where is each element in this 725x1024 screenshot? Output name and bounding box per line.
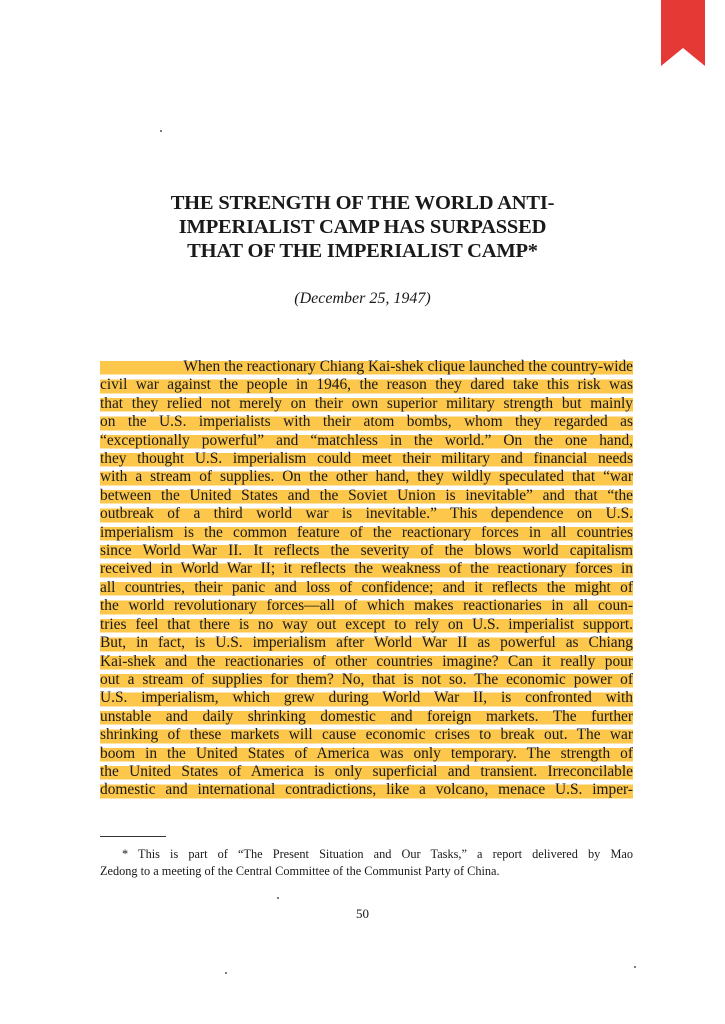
chapter-title [0,191,725,263]
footnote-divider [100,836,166,837]
text-line: domestic and international contradictions, like a volcano, menace U.S. imper- [100,781,633,799]
text-line: shrinking of these markets will cause economic crises to break out. The war [100,726,633,744]
text-line: out a stream of supplies for them? No, that is not so. The economic power of [100,670,633,688]
text-line: the United States of America is only superficial and transient. Irreconcilable [100,762,633,780]
title-line: IMPERIALIST CAMP HAS SURPASSED [178,216,547,238]
footnote-line: Zedong to a meeting of the Central Committee of the Communist Party of China. [100,864,500,878]
scan-speck [225,972,227,974]
title-line: THAT OF THE IMPERIALIST CAMP* [187,240,538,262]
text-line: they thought U.S. imperialism could meet their military and financial needs [100,450,633,468]
footnote [100,846,633,880]
text-line: on the U.S. imperialists with their atom bombs, whom they regarded as [100,413,633,431]
text-line: since World War II. It reflects the severity of the blows world capitalism [100,542,633,560]
text-line: all countries, their panic and loss of confidence; and it reflects the might of [100,578,633,596]
text-line: the world revolutionary forces—all of which makes reactionaries in all coun- [100,597,633,615]
scan-speck [160,130,162,132]
text-line: When the reactionary Chiang Kai-shek clique launched the country-wide [100,358,633,376]
text-line: boom in the United States of America was only temporary. The strength of [100,744,633,762]
text-line: Kai-shek and the reactionaries of other countries imagine? Can it really pour [100,652,633,670]
text-line: civil war against the people in 1946, the reason they dared take this risk was [100,376,633,394]
scan-speck [634,966,636,968]
text-line: But, in fact, is U.S. imperialism after World War II as powerful as Chiang [100,634,633,652]
highlighted-body-text [100,358,633,800]
text-line: that they relied not merely on their own superior military strength but mainly [100,394,633,412]
text-line: “exceptionally powerful” and “matchless in the world.” On the one hand, [100,431,633,449]
scan-speck [277,897,279,899]
title-line: THE STRENGTH OF THE WORLD ANTI- [170,192,555,214]
text-line: unstable and daily shrinking domestic and foreign markets. The further [100,707,633,725]
page-number: 50 [356,906,369,921]
text-line: received in World War II; it reflects the weakness of the reactionary forces in [100,560,633,578]
bookmark-icon[interactable] [661,0,705,66]
text-line: U.S. imperialism, which grew during World War II, is confronted with [100,689,633,707]
chapter-date: (December 25, 1947) [294,290,431,307]
text-line: tries feel that there is no way out except to rely on U.S. imperialist support. [100,615,633,633]
text-line: with a stream of supplies. On the other hand, they wildly speculated that “war [100,468,633,486]
text-line: imperialism is the common feature of the reactionary forces in all countries [100,523,633,541]
footnote-line: * This is part of “The Present Situation and Our Tasks,” a report delivered by Mao [122,847,633,861]
text-line: between the United States and the Soviet Union is inevitable” and that “the [100,486,633,504]
text-line: outbreak of a third world war is inevitable.” This dependence on U.S. [100,505,633,523]
